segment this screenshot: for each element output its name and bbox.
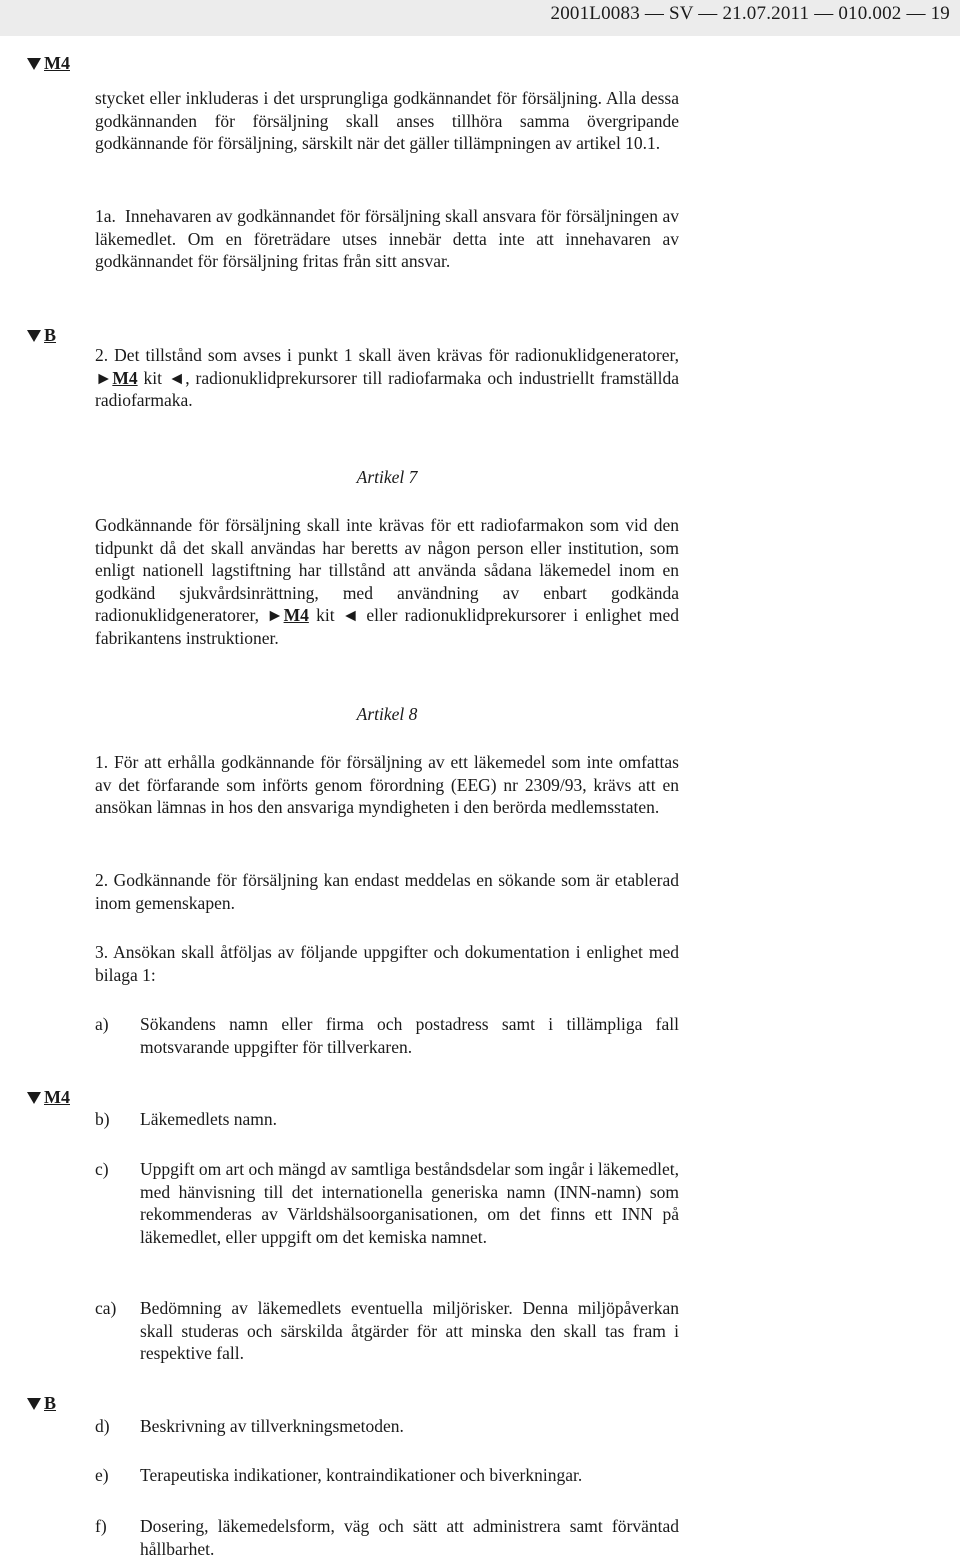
inserted-text: kit xyxy=(143,367,163,388)
list-item xyxy=(95,1158,679,1248)
header-reference: 2001L0083 — SV — 21.07.2011 — 010.002 — 19 xyxy=(550,3,950,24)
list-item xyxy=(95,1515,679,1560)
article-7-paragraph xyxy=(95,514,679,649)
article-8-paragraph-3: 3. Ansökan skall åtföljas av följande uppgifter och dokumentation i enlighet med bilaga 1: xyxy=(95,942,679,985)
left-arrow-icon: ◄ xyxy=(167,367,186,388)
list-item-label: b) xyxy=(95,1109,110,1129)
marker-label: B xyxy=(44,1393,57,1413)
paragraph-text: Godkännande för försäljning skall inte krävas för ett radiofarmakon som vid den tidpunkt då det skall användas har beretts av någon person eller institution, som enligt nationell lagstiftning har tillstånd att använda sådana läkemedel inom en godkänd sjukvårdsinrättning, med användning av enbart godkända radionuklidgeneratorer, xyxy=(95,515,679,625)
list-item-text: Uppgift om art och mängd av samtliga beståndsdelar som ingår i läkemedlet, med hänvisning till det internationella generiska namn (INN-namn) som rekommenderas av Världshälsoorganisationen, om det finns ett INN på läkemedlet, eller uppgift om det kemiska namnet. xyxy=(140,1159,679,1247)
list-item-label: d) xyxy=(95,1416,110,1436)
down-triangle-icon xyxy=(27,1398,41,1410)
amendment-marker-b[interactable] xyxy=(27,1393,56,1414)
marker-label: B xyxy=(44,325,57,345)
list-item-text: Sökandens namn eller firma och postadress samt i tillämpliga fall motsvarande uppgifter för tillverkaren. xyxy=(140,1014,679,1057)
paragraph-text: , radionuklidprekursorer till radiofarmaka och industriellt framställda radiofarmaka. xyxy=(95,367,680,410)
list-item-label: ca) xyxy=(95,1298,117,1318)
article-7-heading: Artikel 7 xyxy=(356,467,418,487)
page-header xyxy=(0,0,960,36)
list-item-label: c) xyxy=(95,1159,109,1179)
list-item xyxy=(95,1415,679,1438)
amendment-code: M4 xyxy=(112,367,138,388)
down-triangle-icon xyxy=(27,58,41,70)
list-item-label: a) xyxy=(95,1014,109,1034)
list-item xyxy=(95,1297,679,1365)
article-8-paragraph-2: 2. Godkännande för försäljning kan endast meddelas en sökande som är etablerad inom gemenskapen. xyxy=(95,870,679,913)
right-arrow-icon: ► xyxy=(266,605,284,625)
continuation-paragraph: stycket eller inkluderas i det ursprungliga godkännandet för försäljning. Alla dessa godkännanden för försäljning skall anses tillhöra samma övergripande godkännande för försäljning, särskilt när det gäller tillämpningen av artikel 10.1. xyxy=(95,88,679,153)
amendment-insert-m4[interactable] xyxy=(95,368,138,388)
amendment-code: M4 xyxy=(283,605,309,625)
paragraph-text: Innehavaren av godkännandet för försäljning skall ansvara för försäljningen av läkemedlet. Om en företrädare utses innebär detta inte att innehavaren av godkännandet för försäljning fritas från sitt ansvar. xyxy=(95,206,680,271)
list-item xyxy=(95,1013,679,1058)
list-item-text: Läkemedlets namn. xyxy=(140,1109,278,1129)
down-triangle-icon xyxy=(27,330,41,342)
paragraph-text: eller radionuklidprekursorer i enlighet med fabrikantens instruktioner. xyxy=(95,605,679,648)
list-item xyxy=(95,1108,679,1131)
inserted-text: kit xyxy=(316,605,335,625)
marker-label: M4 xyxy=(44,1087,70,1107)
list-item xyxy=(95,1464,679,1487)
list-item-label: f) xyxy=(95,1516,107,1536)
paragraph-number: 1a. xyxy=(95,206,116,226)
marker-label: M4 xyxy=(44,53,70,73)
amendment-marker-m4[interactable] xyxy=(27,53,70,74)
left-arrow-icon: ◄ xyxy=(341,605,360,625)
amendment-marker-m4[interactable] xyxy=(27,1087,70,1108)
article-8-paragraph-1: 1. För att erhålla godkännande för försäljning av ett läkemedel som inte omfattas av det förfarande som införts genom förordning (EEG) nr 2309/93, krävs att en ansökan lämnas in hos den ansvariga myndigheten i den berörda medlemsstaten. xyxy=(95,752,679,817)
list-item-label: e) xyxy=(95,1465,109,1485)
list-item-text: Beskrivning av tillverkningsmetoden. xyxy=(140,1416,404,1436)
list-item-text: Bedömning av läkemedlets eventuella miljörisker. Denna miljöpåverkan skall studeras och särskilda åtgärder för att minska den skall tas fram i respektive fall. xyxy=(140,1298,679,1363)
paragraph-text: 2. Det tillstånd som avses i punkt 1 skall även krävas för radionuklidgeneratorer, xyxy=(95,345,679,365)
article-8-heading: Artikel 8 xyxy=(356,704,418,724)
list-item-text: Dosering, läkemedelsform, väg och sätt att administrera samt förväntad hållbarhet. xyxy=(140,1516,679,1559)
amendment-marker-b[interactable] xyxy=(27,325,56,346)
down-triangle-icon xyxy=(27,1092,41,1104)
right-arrow-icon: ► xyxy=(95,367,113,388)
paragraph-2 xyxy=(95,344,679,412)
list-item-text: Terapeutiska indikationer, kontraindikationer och biverkningar. xyxy=(140,1465,583,1485)
paragraph-1a xyxy=(95,205,679,273)
amendment-insert-m4[interactable] xyxy=(266,605,309,625)
